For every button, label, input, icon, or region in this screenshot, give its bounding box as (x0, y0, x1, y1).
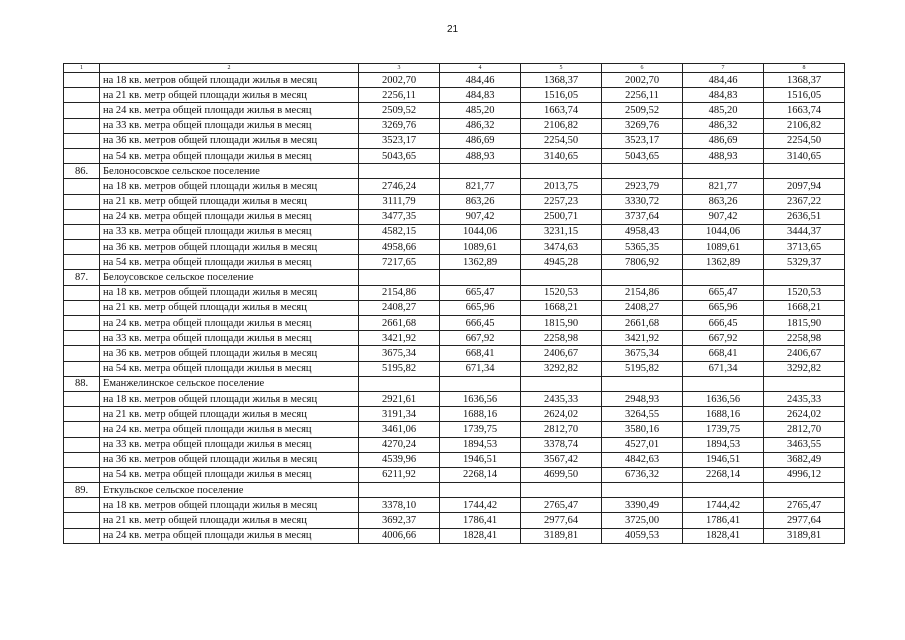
section-number: 87. (64, 270, 100, 285)
empty-cell (764, 376, 845, 391)
value-cell: 821,77 (683, 179, 764, 194)
value-cell: 488,93 (440, 148, 521, 163)
value-cell: 665,47 (440, 285, 521, 300)
section-row (64, 376, 845, 391)
table-row (64, 285, 845, 300)
value-cell: 486,69 (683, 133, 764, 148)
value-cell: 3737,64 (602, 209, 683, 224)
value-cell: 1688,16 (683, 407, 764, 422)
value-cell: 2435,33 (521, 391, 602, 406)
column-number-row (64, 64, 845, 73)
value-cell: 2921,61 (359, 391, 440, 406)
value-cell: 3191,34 (359, 407, 440, 422)
value-cell: 907,42 (440, 209, 521, 224)
value-cell: 1516,05 (521, 88, 602, 103)
value-cell: 2257,23 (521, 194, 602, 209)
row-description: на 24 кв. метра общей площади жилья в месяц (100, 528, 359, 543)
value-cell: 3269,76 (359, 118, 440, 133)
value-cell: 3523,17 (602, 133, 683, 148)
value-cell: 1828,41 (440, 528, 521, 543)
value-cell: 2268,14 (440, 467, 521, 482)
value-cell: 1520,53 (521, 285, 602, 300)
empty-cell (64, 103, 100, 118)
empty-cell (64, 88, 100, 103)
value-cell: 5195,82 (359, 361, 440, 376)
table-row (64, 133, 845, 148)
value-cell: 1894,53 (683, 437, 764, 452)
value-cell: 2406,67 (764, 346, 845, 361)
empty-cell (64, 331, 100, 346)
section-title: Белоносовское сельское поселение (100, 164, 359, 179)
value-cell: 2367,22 (764, 194, 845, 209)
empty-cell (521, 164, 602, 179)
row-description: на 21 кв. метр общей площади жилья в месяц (100, 513, 359, 528)
empty-cell (440, 483, 521, 498)
empty-cell (64, 391, 100, 406)
empty-cell (64, 528, 100, 543)
value-cell: 5329,37 (764, 255, 845, 270)
value-cell: 666,45 (683, 316, 764, 331)
empty-cell (521, 483, 602, 498)
row-description: на 24 кв. метра общей площади жилья в месяц (100, 209, 359, 224)
value-cell: 3378,74 (521, 437, 602, 452)
table-row (64, 300, 845, 315)
value-cell: 3189,81 (521, 528, 602, 543)
table-row (64, 88, 845, 103)
table-row (64, 467, 845, 482)
value-cell: 1636,56 (683, 391, 764, 406)
empty-cell (521, 376, 602, 391)
value-cell: 863,26 (440, 194, 521, 209)
empty-cell (764, 483, 845, 498)
empty-cell (64, 361, 100, 376)
value-cell: 668,41 (683, 346, 764, 361)
row-description: на 24 кв. метра общей площади жилья в месяц (100, 103, 359, 118)
value-cell: 4270,24 (359, 437, 440, 452)
value-cell: 5365,35 (602, 240, 683, 255)
empty-cell (64, 300, 100, 315)
value-cell: 2923,79 (602, 179, 683, 194)
value-cell: 2765,47 (521, 498, 602, 513)
value-cell: 3330,72 (602, 194, 683, 209)
row-description: на 21 кв. метр общей площади жилья в месяц (100, 407, 359, 422)
table-row (64, 528, 845, 543)
value-cell: 2254,50 (764, 133, 845, 148)
row-description: на 24 кв. метра общей площади жилья в месяц (100, 316, 359, 331)
empty-cell (64, 407, 100, 422)
value-cell: 2812,70 (521, 422, 602, 437)
value-cell: 484,83 (440, 88, 521, 103)
value-cell: 667,92 (440, 331, 521, 346)
section-title: Еткульское сельское поселение (100, 483, 359, 498)
row-description: на 54 кв. метра общей площади жилья в месяц (100, 255, 359, 270)
value-cell: 1744,42 (440, 498, 521, 513)
value-cell: 2661,68 (359, 316, 440, 331)
value-cell: 4059,53 (602, 528, 683, 543)
section-row (64, 270, 845, 285)
table-row (64, 422, 845, 437)
empty-cell (64, 73, 100, 88)
value-cell: 2254,50 (521, 133, 602, 148)
empty-cell (64, 452, 100, 467)
value-cell: 2002,70 (602, 73, 683, 88)
value-cell: 2408,27 (602, 300, 683, 315)
section-row (64, 164, 845, 179)
empty-cell (602, 376, 683, 391)
value-cell: 1663,74 (764, 103, 845, 118)
table-row (64, 391, 845, 406)
value-cell: 1520,53 (764, 285, 845, 300)
value-cell: 3675,34 (359, 346, 440, 361)
table-row (64, 73, 845, 88)
empty-cell (602, 483, 683, 498)
value-cell: 3140,65 (764, 148, 845, 163)
value-cell: 5043,65 (602, 148, 683, 163)
empty-cell (64, 255, 100, 270)
value-cell: 2636,51 (764, 209, 845, 224)
column-number: 1 (64, 64, 100, 73)
row-description: на 33 кв. метра общей площади жилья в месяц (100, 437, 359, 452)
table-row (64, 346, 845, 361)
value-cell: 1688,16 (440, 407, 521, 422)
value-cell: 4996,12 (764, 467, 845, 482)
value-cell: 5195,82 (602, 361, 683, 376)
value-cell: 2661,68 (602, 316, 683, 331)
value-cell: 2624,02 (521, 407, 602, 422)
value-cell: 1516,05 (764, 88, 845, 103)
table-row (64, 240, 845, 255)
table-row (64, 148, 845, 163)
value-cell: 3189,81 (764, 528, 845, 543)
value-cell: 2002,70 (359, 73, 440, 88)
value-cell: 907,42 (683, 209, 764, 224)
table-row (64, 361, 845, 376)
value-cell: 1815,90 (521, 316, 602, 331)
value-cell: 2268,14 (683, 467, 764, 482)
row-description: на 33 кв. метра общей площади жилья в месяц (100, 331, 359, 346)
value-cell: 4958,43 (602, 224, 683, 239)
value-cell: 668,41 (440, 346, 521, 361)
empty-cell (64, 467, 100, 482)
value-cell: 4699,50 (521, 467, 602, 482)
page-number: 21 (446, 24, 459, 35)
value-cell: 2509,52 (602, 103, 683, 118)
value-cell: 3477,35 (359, 209, 440, 224)
row-description: на 33 кв. метра общей площади жилья в месяц (100, 118, 359, 133)
value-cell: 486,32 (683, 118, 764, 133)
value-cell: 1368,37 (764, 73, 845, 88)
table-row (64, 209, 845, 224)
row-description: на 18 кв. метров общей площади жилья в месяц (100, 179, 359, 194)
column-number: 6 (602, 64, 683, 73)
value-cell: 3474,63 (521, 240, 602, 255)
column-number: 3 (359, 64, 440, 73)
row-description: на 18 кв. метров общей площади жилья в месяц (100, 391, 359, 406)
table-row (64, 194, 845, 209)
value-cell: 2509,52 (359, 103, 440, 118)
value-cell: 2765,47 (764, 498, 845, 513)
value-cell: 1089,61 (440, 240, 521, 255)
value-cell: 1636,56 (440, 391, 521, 406)
value-cell: 3231,15 (521, 224, 602, 239)
value-cell: 2106,82 (764, 118, 845, 133)
value-cell: 3444,37 (764, 224, 845, 239)
empty-cell (64, 148, 100, 163)
section-number: 88. (64, 376, 100, 391)
value-cell: 4006,66 (359, 528, 440, 543)
section-title: Еманжелинское сельское поселение (100, 376, 359, 391)
value-cell: 7806,92 (602, 255, 683, 270)
value-cell: 1946,51 (440, 452, 521, 467)
empty-cell (64, 422, 100, 437)
empty-cell (683, 164, 764, 179)
row-description: на 54 кв. метра общей площади жилья в месяц (100, 148, 359, 163)
row-description: на 36 кв. метров общей площади жилья в месяц (100, 346, 359, 361)
value-cell: 2812,70 (764, 422, 845, 437)
value-cell: 1828,41 (683, 528, 764, 543)
value-cell: 3675,34 (602, 346, 683, 361)
empty-cell (440, 164, 521, 179)
value-cell: 2154,86 (602, 285, 683, 300)
value-cell: 6736,32 (602, 467, 683, 482)
empty-cell (440, 376, 521, 391)
value-cell: 1894,53 (440, 437, 521, 452)
value-cell: 4958,66 (359, 240, 440, 255)
value-cell: 2097,94 (764, 179, 845, 194)
value-cell: 671,34 (440, 361, 521, 376)
value-cell: 2256,11 (602, 88, 683, 103)
table-row (64, 103, 845, 118)
row-description: на 54 кв. метра общей площади жилья в месяц (100, 361, 359, 376)
value-cell: 1089,61 (683, 240, 764, 255)
value-cell: 1946,51 (683, 452, 764, 467)
row-description: на 24 кв. метра общей площади жилья в месяц (100, 422, 359, 437)
row-description: на 33 кв. метра общей площади жилья в месяц (100, 224, 359, 239)
column-number: 4 (440, 64, 521, 73)
value-cell: 485,20 (440, 103, 521, 118)
value-cell: 1815,90 (764, 316, 845, 331)
empty-cell (64, 194, 100, 209)
table-row (64, 407, 845, 422)
value-cell: 1663,74 (521, 103, 602, 118)
value-cell: 1786,41 (683, 513, 764, 528)
empty-cell (683, 376, 764, 391)
table-row (64, 224, 845, 239)
value-cell: 3421,92 (359, 331, 440, 346)
value-cell: 3580,16 (602, 422, 683, 437)
value-cell: 1668,21 (764, 300, 845, 315)
empty-cell (359, 270, 440, 285)
value-cell: 3692,37 (359, 513, 440, 528)
value-cell: 4527,01 (602, 437, 683, 452)
table-row (64, 331, 845, 346)
value-cell: 3682,49 (764, 452, 845, 467)
value-cell: 7217,65 (359, 255, 440, 270)
value-cell: 3378,10 (359, 498, 440, 513)
value-cell: 4842,63 (602, 452, 683, 467)
value-cell: 3421,92 (602, 331, 683, 346)
value-cell: 1786,41 (440, 513, 521, 528)
row-description: на 21 кв. метр общей площади жилья в месяц (100, 88, 359, 103)
column-number: 7 (683, 64, 764, 73)
empty-cell (64, 498, 100, 513)
value-cell: 3264,55 (602, 407, 683, 422)
value-cell: 665,96 (440, 300, 521, 315)
empty-cell (683, 483, 764, 498)
value-cell: 2106,82 (521, 118, 602, 133)
value-cell: 1744,42 (683, 498, 764, 513)
table-row (64, 452, 845, 467)
empty-cell (64, 209, 100, 224)
value-cell: 488,93 (683, 148, 764, 163)
value-cell: 1044,06 (683, 224, 764, 239)
value-cell: 1668,21 (521, 300, 602, 315)
value-cell: 2746,24 (359, 179, 440, 194)
empty-cell (602, 164, 683, 179)
empty-cell (683, 270, 764, 285)
column-number: 2 (100, 64, 359, 73)
empty-cell (521, 270, 602, 285)
value-cell: 486,69 (440, 133, 521, 148)
value-cell: 1739,75 (440, 422, 521, 437)
value-cell: 665,96 (683, 300, 764, 315)
value-cell: 3292,82 (521, 361, 602, 376)
value-cell: 2013,75 (521, 179, 602, 194)
value-cell: 2977,64 (764, 513, 845, 528)
value-cell: 6211,92 (359, 467, 440, 482)
value-cell: 2154,86 (359, 285, 440, 300)
value-cell: 2256,11 (359, 88, 440, 103)
empty-cell (764, 270, 845, 285)
value-cell: 666,45 (440, 316, 521, 331)
value-cell: 667,92 (683, 331, 764, 346)
value-cell: 863,26 (683, 194, 764, 209)
section-title: Белоусовское сельское поселение (100, 270, 359, 285)
empty-cell (440, 270, 521, 285)
value-cell: 3390,49 (602, 498, 683, 513)
empty-cell (64, 224, 100, 239)
section-number: 89. (64, 483, 100, 498)
section-row (64, 483, 845, 498)
table-row (64, 118, 845, 133)
value-cell: 4539,96 (359, 452, 440, 467)
table-row (64, 255, 845, 270)
value-cell: 484,46 (440, 73, 521, 88)
value-cell: 1368,37 (521, 73, 602, 88)
empty-cell (359, 376, 440, 391)
value-cell: 4945,28 (521, 255, 602, 270)
value-cell: 486,32 (440, 118, 521, 133)
value-cell: 3713,65 (764, 240, 845, 255)
row-description: на 21 кв. метр общей площади жилья в месяц (100, 194, 359, 209)
value-cell: 2624,02 (764, 407, 845, 422)
table-row (64, 179, 845, 194)
row-description: на 18 кв. метров общей площади жилья в месяц (100, 73, 359, 88)
empty-cell (64, 240, 100, 255)
row-description: на 36 кв. метров общей площади жилья в месяц (100, 240, 359, 255)
value-cell: 1044,06 (440, 224, 521, 239)
value-cell: 3269,76 (602, 118, 683, 133)
empty-cell (359, 164, 440, 179)
value-cell: 1362,89 (440, 255, 521, 270)
value-cell: 3461,06 (359, 422, 440, 437)
table-row (64, 316, 845, 331)
value-cell: 2948,93 (602, 391, 683, 406)
value-cell: 3463,55 (764, 437, 845, 452)
row-description: на 18 кв. метров общей площади жилья в месяц (100, 498, 359, 513)
value-cell: 2408,27 (359, 300, 440, 315)
value-cell: 3292,82 (764, 361, 845, 376)
row-description: на 21 кв. метр общей площади жилья в месяц (100, 300, 359, 315)
row-description: на 36 кв. метров общей площади жилья в месяц (100, 133, 359, 148)
value-cell: 3523,17 (359, 133, 440, 148)
value-cell: 665,47 (683, 285, 764, 300)
value-cell: 484,46 (683, 73, 764, 88)
empty-cell (64, 179, 100, 194)
table-row (64, 437, 845, 452)
value-cell: 4582,15 (359, 224, 440, 239)
value-cell: 2258,98 (521, 331, 602, 346)
empty-cell (64, 513, 100, 528)
empty-cell (764, 164, 845, 179)
table-row (64, 498, 845, 513)
empty-cell (64, 437, 100, 452)
value-cell: 2406,67 (521, 346, 602, 361)
section-number: 86. (64, 164, 100, 179)
empty-cell (602, 270, 683, 285)
empty-cell (359, 483, 440, 498)
empty-cell (64, 346, 100, 361)
value-cell: 2258,98 (764, 331, 845, 346)
empty-cell (64, 316, 100, 331)
value-cell: 2435,33 (764, 391, 845, 406)
table-row (64, 513, 845, 528)
value-cell: 821,77 (440, 179, 521, 194)
value-cell: 2977,64 (521, 513, 602, 528)
tariff-table (63, 63, 845, 544)
empty-cell (64, 285, 100, 300)
column-number: 5 (521, 64, 602, 73)
value-cell: 485,20 (683, 103, 764, 118)
row-description: на 18 кв. метров общей площади жилья в месяц (100, 285, 359, 300)
value-cell: 671,34 (683, 361, 764, 376)
value-cell: 3111,79 (359, 194, 440, 209)
value-cell: 1362,89 (683, 255, 764, 270)
value-cell: 3140,65 (521, 148, 602, 163)
empty-cell (64, 118, 100, 133)
table-body (64, 64, 845, 544)
empty-cell (64, 133, 100, 148)
value-cell: 3567,42 (521, 452, 602, 467)
row-description: на 54 кв. метра общей площади жилья в месяц (100, 467, 359, 482)
column-number: 8 (764, 64, 845, 73)
value-cell: 5043,65 (359, 148, 440, 163)
value-cell: 2500,71 (521, 209, 602, 224)
value-cell: 484,83 (683, 88, 764, 103)
row-description: на 36 кв. метров общей площади жилья в месяц (100, 452, 359, 467)
value-cell: 3725,00 (602, 513, 683, 528)
value-cell: 1739,75 (683, 422, 764, 437)
